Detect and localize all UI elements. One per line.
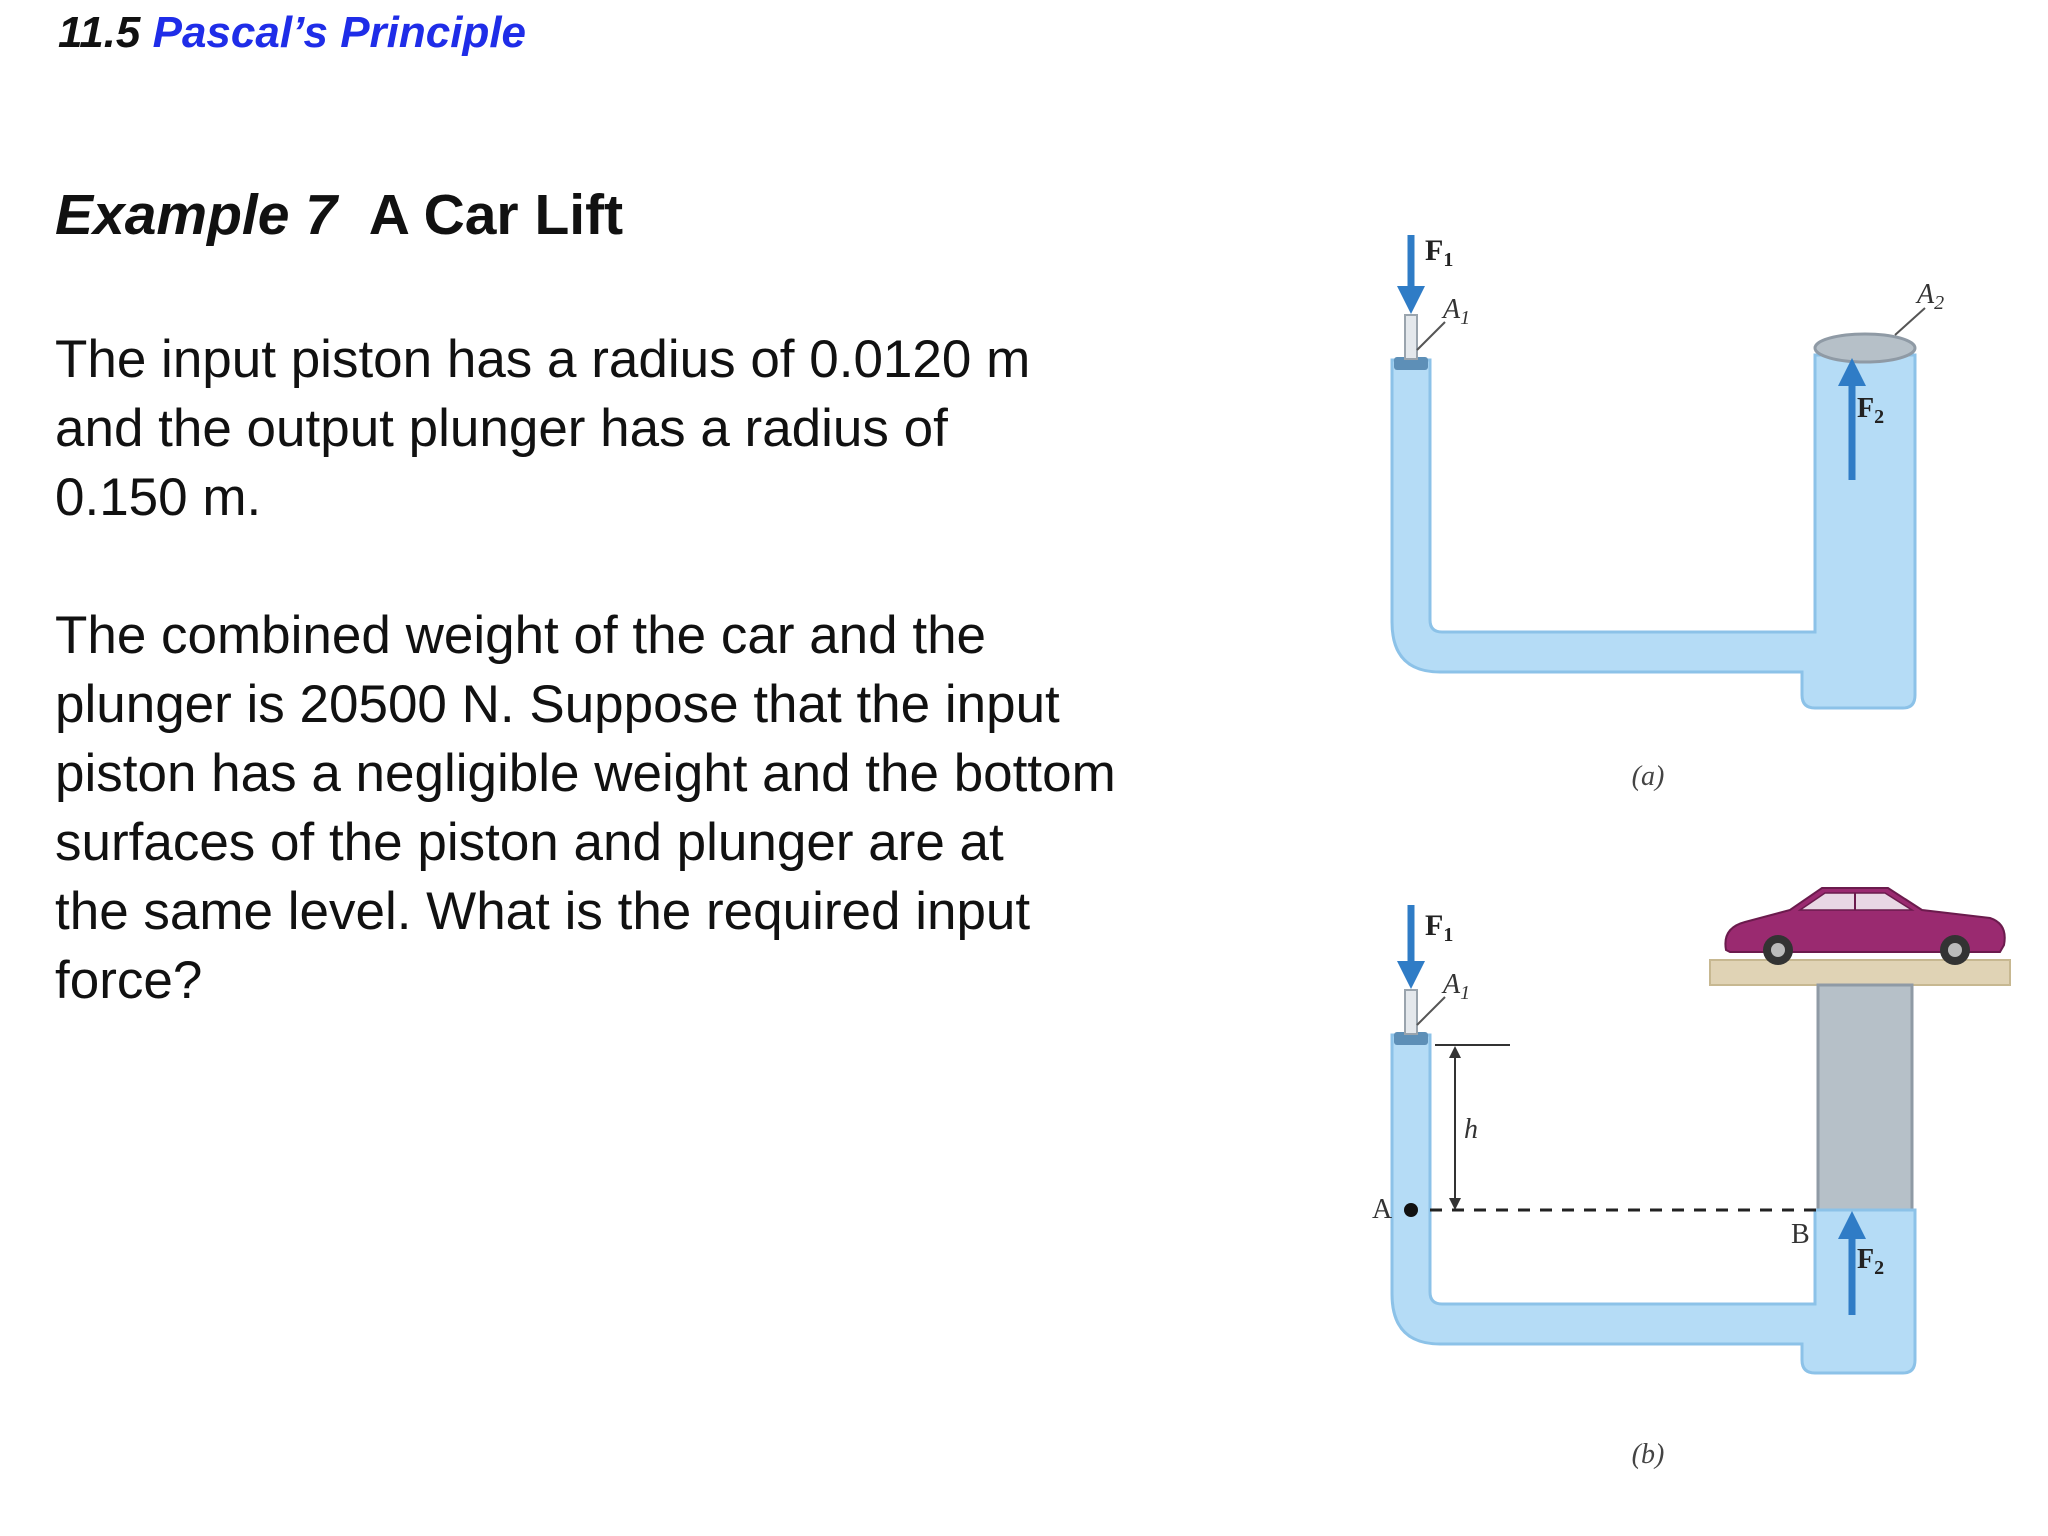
force-out-subscript: 2 xyxy=(1874,1257,1885,1279)
point-a-label: A xyxy=(1372,1194,1393,1225)
panel-a xyxy=(1392,234,1944,792)
problem-paragraph-2 xyxy=(55,601,1255,1015)
svg-text:A1 xyxy=(1441,969,1470,1004)
text-line: force? xyxy=(55,951,203,1010)
caption-a: (a) xyxy=(1631,761,1665,792)
example-title xyxy=(55,182,623,248)
area-in-subscript: 1 xyxy=(1460,307,1471,329)
force-in-subscript: 1 xyxy=(1443,249,1454,271)
area-in-leader xyxy=(1417,997,1445,1025)
problem-paragraph-1 xyxy=(55,325,1255,532)
section-title: Pascal’s Principle xyxy=(152,8,527,57)
area-in-label: A xyxy=(1443,294,1461,325)
area-out-leader xyxy=(1895,308,1925,335)
section-number: 11.5 xyxy=(58,8,141,57)
force-out-label: F xyxy=(1857,1244,1875,1275)
force-in-subscript: 1 xyxy=(1443,924,1454,946)
input-piston-rod xyxy=(1405,990,1417,1034)
svg-text:A1 xyxy=(1441,294,1470,329)
car-platform xyxy=(1710,960,2010,985)
area-in-label: A xyxy=(1443,969,1461,1000)
area-out-subscript: 2 xyxy=(1934,292,1945,314)
svg-text:A2 xyxy=(1915,279,1944,314)
text-line: The combined weight of the car and the xyxy=(55,606,987,665)
car-illustration xyxy=(1725,888,2004,965)
example-label: Example 7 xyxy=(55,183,337,247)
force-out-label: F xyxy=(1857,393,1875,424)
height-label: h xyxy=(1464,1114,1478,1145)
output-plunger-top xyxy=(1815,334,1915,362)
force-in-label: F xyxy=(1425,234,1444,267)
area-in-leader xyxy=(1417,322,1445,350)
output-plunger xyxy=(1818,985,1912,1210)
point-b-label: B xyxy=(1791,1219,1810,1250)
svg-text:F1 xyxy=(1425,909,1453,946)
text-line: plunger is 20500 N. Suppose that the input xyxy=(55,675,1060,734)
svg-text:F1 xyxy=(1425,234,1453,271)
text-line: surfaces of the piston and plunger are at xyxy=(55,813,1004,872)
text-line: The input piston has a radius of 0.0120 m xyxy=(55,330,1031,389)
example-name: A Car Lift xyxy=(368,183,624,247)
text-line: and the output plunger has a radius of xyxy=(55,399,948,458)
input-piston-rod xyxy=(1405,315,1417,359)
force-in-label: F xyxy=(1425,909,1444,942)
text-line: 0.150 m. xyxy=(55,468,262,527)
hydraulic-lift-figure xyxy=(1320,200,2040,1500)
point-a-marker xyxy=(1404,1203,1418,1217)
text-line: the same level. What is the required input xyxy=(55,882,1031,941)
section-header xyxy=(58,8,526,58)
panel-b xyxy=(1372,888,2010,1470)
text-line: piston has a negligible weight and the bottom xyxy=(55,744,1116,803)
caption-b: (b) xyxy=(1631,1439,1665,1470)
fluid-channel xyxy=(1392,355,1915,708)
area-in-subscript: 1 xyxy=(1460,982,1471,1004)
force-out-subscript: 2 xyxy=(1874,406,1885,428)
area-out-label: A xyxy=(1917,279,1935,310)
